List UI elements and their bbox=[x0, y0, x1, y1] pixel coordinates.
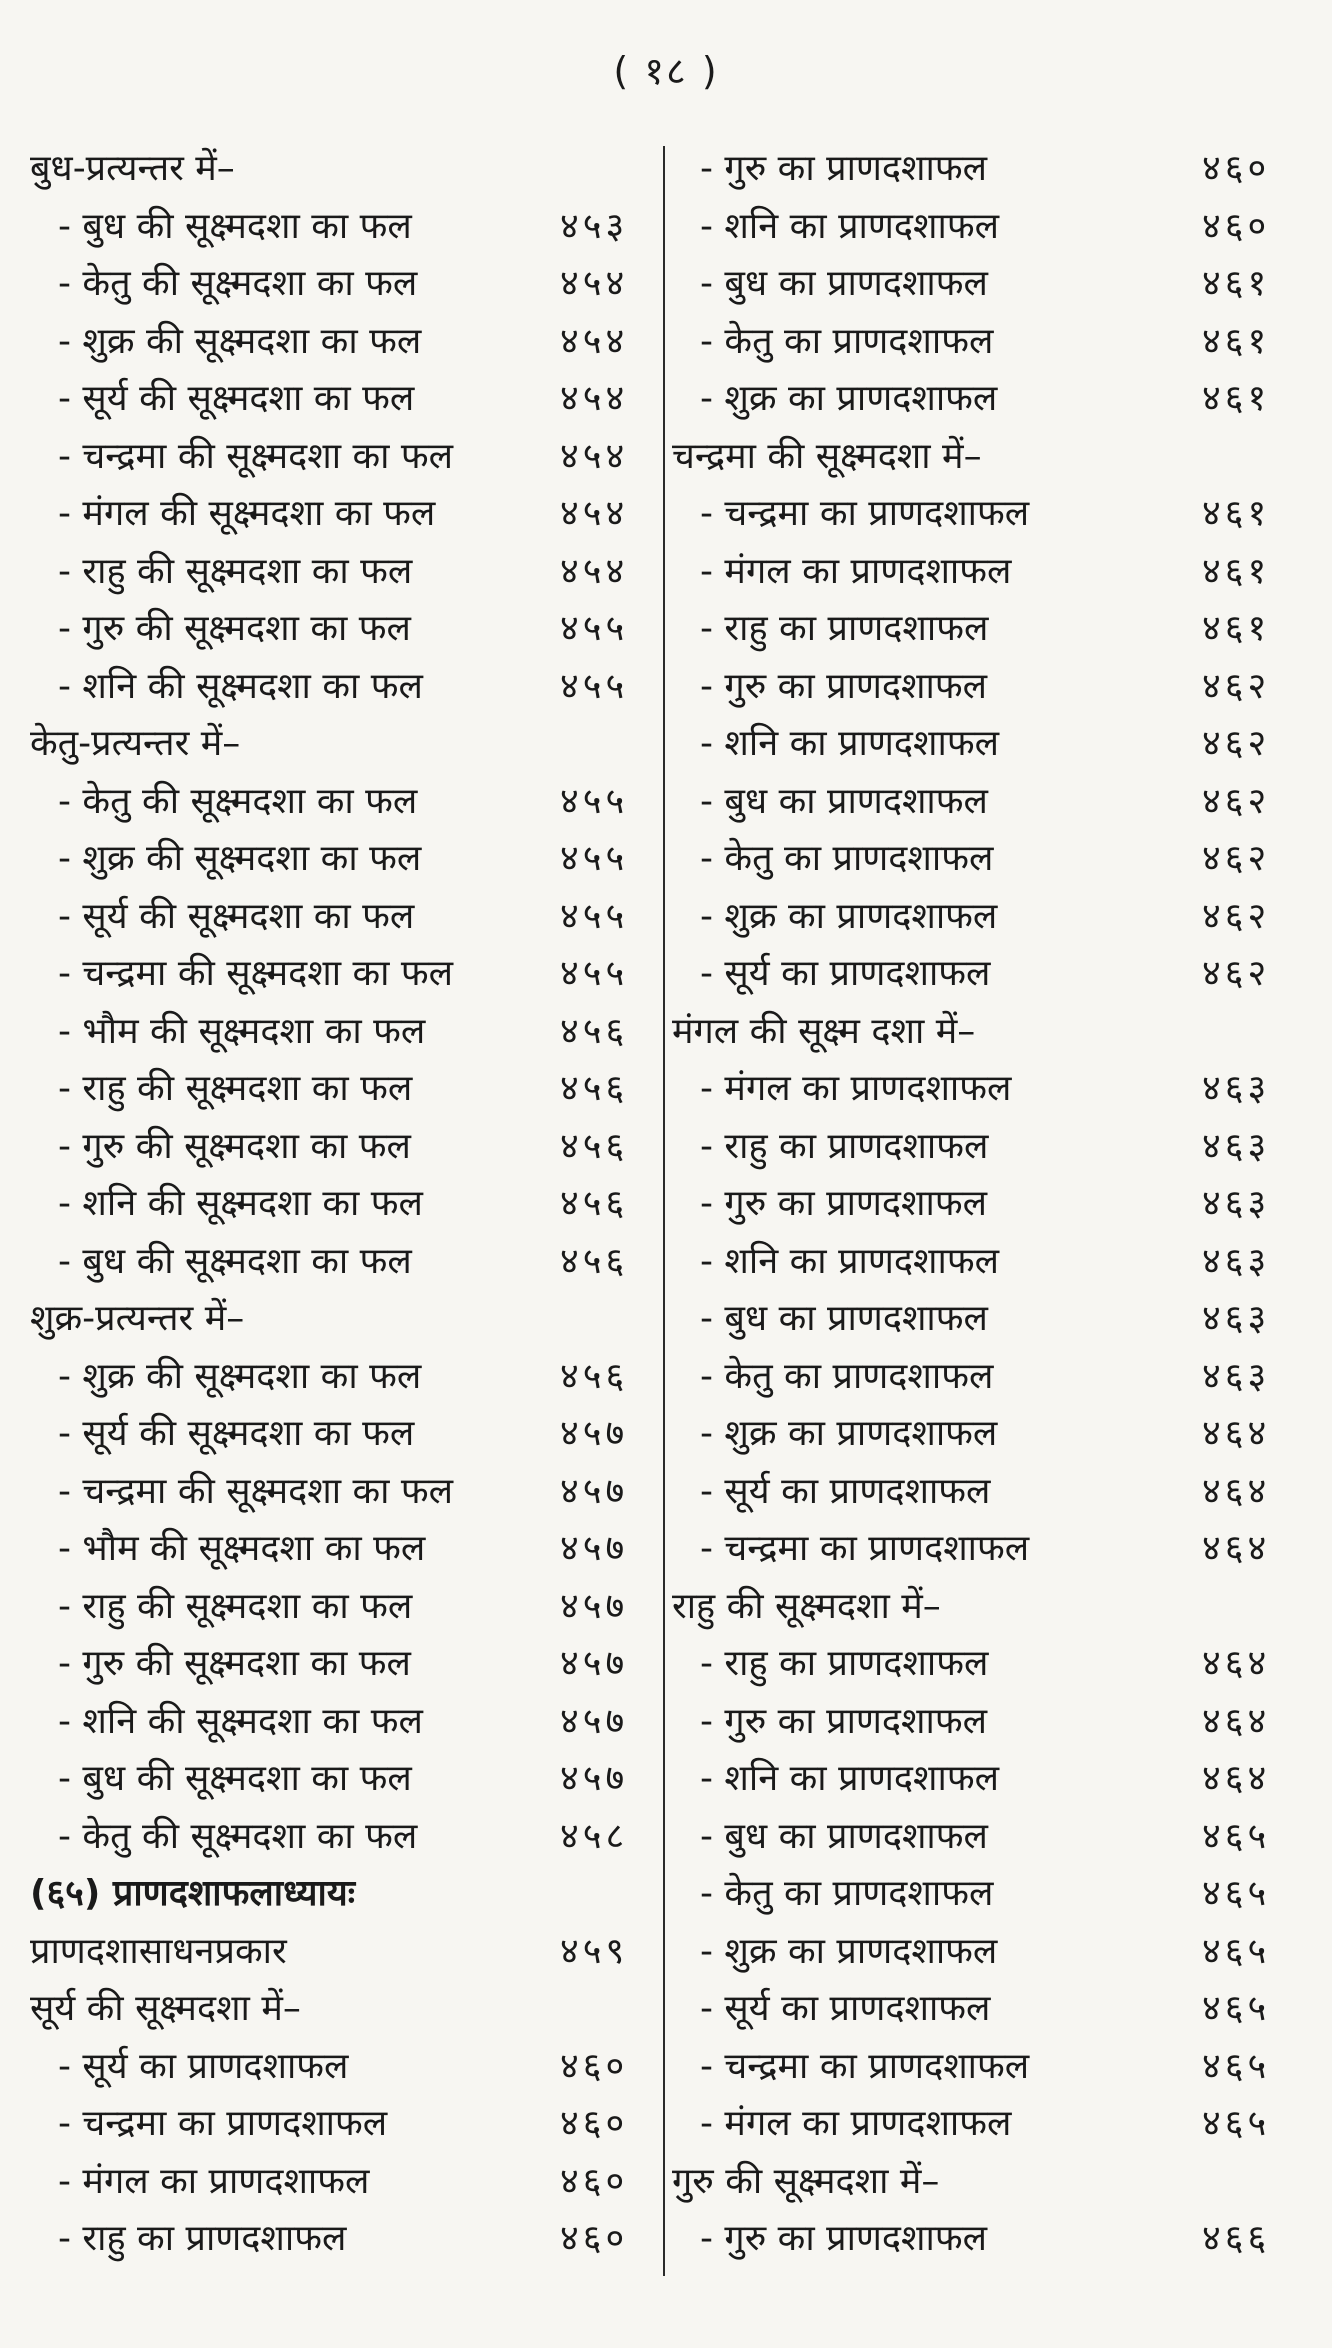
toc-entry-title: राहु की सूक्ष्मदशा में– bbox=[672, 1585, 941, 1627]
toc-entry-page-number: ४६४ bbox=[1202, 1470, 1271, 1512]
toc-entry-title: - मंगल का प्राणदशाफल bbox=[58, 2160, 370, 2202]
toc-entry bbox=[672, 1520, 1292, 1578]
toc-entry-title: - शुक्र की सूक्ष्मदशा का फल bbox=[58, 320, 422, 362]
toc-entry bbox=[672, 1463, 1292, 1521]
toc-entry bbox=[30, 600, 650, 658]
toc-entry-title: - बुध का प्राणदशाफल bbox=[700, 263, 988, 304]
toc-entry-page-number: ४५८ bbox=[560, 1815, 629, 1857]
toc-entry-title: - राहु की सूक्ष्मदशा का फल bbox=[58, 1585, 413, 1627]
toc-entry-title: - चन्द्रमा का प्राणदशाफल bbox=[700, 1528, 1030, 1569]
toc-entry bbox=[30, 1693, 650, 1751]
toc-left-column bbox=[30, 140, 650, 2268]
toc-entry-page-number: ४६३ bbox=[1202, 1355, 1271, 1397]
toc-entry-page-number: ४५३ bbox=[560, 205, 629, 247]
toc-entry-page-number: ४६३ bbox=[1202, 1183, 1271, 1224]
toc-entry-title: - मंगल का प्राणदशाफल bbox=[700, 550, 1012, 592]
toc-entry bbox=[672, 2210, 1292, 2268]
toc-entry-title: - भौम की सूक्ष्मदशा का फल bbox=[58, 1528, 426, 1569]
toc-entry-page-number: ४५६ bbox=[560, 1068, 629, 1109]
toc-entry-page-number: ४६२ bbox=[1202, 780, 1271, 822]
toc-entry bbox=[672, 313, 1292, 371]
toc-entry bbox=[30, 1808, 650, 1866]
toc-entry-title: - केतु का प्राणदशाफल bbox=[700, 320, 994, 362]
toc-entry-title: - गुरु का प्राणदशाफल bbox=[700, 665, 988, 707]
toc-entry bbox=[30, 255, 650, 313]
toc-entry-title: - चन्द्रमा की सूक्ष्मदशा का फल bbox=[58, 953, 454, 994]
toc-entry bbox=[672, 2038, 1292, 2096]
toc-entry-title: - राहु का प्राणदशाफल bbox=[700, 1643, 989, 1684]
toc-entry-page-number: ४६५ bbox=[1202, 1930, 1271, 1972]
toc-entry-page-number: ४६४ bbox=[1202, 1758, 1271, 1799]
toc-entry bbox=[30, 485, 650, 543]
toc-entry-title: - सूर्य की सूक्ष्मदशा का फल bbox=[58, 378, 415, 419]
toc-entry-page-number: ४६३ bbox=[1202, 1125, 1271, 1167]
toc-entry-page-number bbox=[1202, 428, 1292, 486]
toc-entry bbox=[672, 1923, 1292, 1981]
toc-section-heading bbox=[30, 715, 650, 773]
toc-entry-title: - मंगल की सूक्ष्मदशा का फल bbox=[58, 493, 436, 534]
toc-entry bbox=[672, 1348, 1292, 1406]
toc-entry-title: - बुध की सूक्ष्मदशा का फल bbox=[58, 1758, 412, 1799]
toc-entry-page-number: ४६२ bbox=[1202, 953, 1271, 994]
toc-entry-title: - शुक्र का प्राणदशाफल bbox=[700, 895, 998, 937]
toc-entry-page-number: ४५४ bbox=[560, 263, 629, 304]
toc-entry bbox=[30, 888, 650, 946]
toc-entry-title: - बुध का प्राणदशाफल bbox=[700, 1298, 988, 1339]
toc-entry bbox=[672, 658, 1292, 716]
toc-entry-page-number bbox=[560, 1290, 650, 1348]
toc-entry bbox=[30, 773, 650, 831]
toc-entry-page-number: ४५६ bbox=[560, 1125, 629, 1167]
toc-section-heading bbox=[30, 1923, 650, 1981]
toc-section-heading bbox=[672, 1003, 1292, 1061]
toc-entry bbox=[30, 2038, 650, 2096]
toc-section-heading bbox=[672, 1578, 1292, 1636]
toc-entry-page-number: ४६० bbox=[560, 2045, 629, 2087]
toc-entry-title: - शनि का प्राणदशाफल bbox=[700, 205, 999, 247]
toc-entry-title: - केतु की सूक्ष्मदशा का फल bbox=[58, 263, 418, 304]
toc-entry bbox=[30, 543, 650, 601]
toc-entry bbox=[30, 2153, 650, 2211]
toc-entry bbox=[672, 1175, 1292, 1233]
toc-entry-page-number bbox=[1202, 1578, 1292, 1636]
toc-entry-title: - बुध की सूक्ष्मदशा का फल bbox=[58, 1240, 412, 1282]
toc-entry-page-number: ४६६ bbox=[1202, 2218, 1271, 2259]
toc-entry-page-number: ४६० bbox=[560, 2218, 629, 2259]
toc-entry-title: - शुक्र की सूक्ष्मदशा का फल bbox=[58, 1355, 422, 1397]
toc-entry-page-number: ४६५ bbox=[1202, 2103, 1271, 2144]
toc-entry bbox=[672, 543, 1292, 601]
toc-section-heading bbox=[30, 140, 650, 198]
toc-entry bbox=[672, 1233, 1292, 1291]
toc-entry-page-number: ४५७ bbox=[560, 1758, 629, 1799]
toc-entry bbox=[30, 1175, 650, 1233]
toc-entry-title: - मंगल का प्राणदशाफल bbox=[700, 2103, 1012, 2144]
toc-entry-page-number: ४६३ bbox=[1202, 1068, 1271, 1109]
toc-entry bbox=[30, 313, 650, 371]
toc-entry-title: - सूर्य का प्राणदशाफल bbox=[700, 1988, 991, 2029]
toc-entry-page-number bbox=[560, 1865, 650, 1923]
toc-entry-page-number: ४६४ bbox=[1202, 1643, 1271, 1684]
toc-entry-page-number bbox=[560, 715, 650, 773]
toc-entry-title: - सूर्य की सूक्ष्मदशा का फल bbox=[58, 1413, 415, 1454]
toc-entry-title: केतु-प्रत्यन्तर में– bbox=[30, 723, 241, 764]
toc-entry-page-number: ४५४ bbox=[560, 378, 629, 419]
toc-entry-page-number: ४६० bbox=[560, 2160, 629, 2202]
toc-section-heading bbox=[30, 1980, 650, 2038]
toc-entry-title: - गुरु का प्राणदशाफल bbox=[700, 2218, 988, 2259]
toc-entry bbox=[30, 1118, 650, 1176]
toc-entry-title: - गुरु का प्राणदशाफल bbox=[700, 148, 988, 189]
toc-entry bbox=[672, 140, 1292, 198]
toc-entry-page-number: ४६२ bbox=[1202, 665, 1271, 707]
toc-entry bbox=[30, 945, 650, 1003]
toc-entry-title: - चन्द्रमा का प्राणदशाफल bbox=[700, 2045, 1030, 2087]
toc-entry-title: - सूर्य का प्राणदशाफल bbox=[700, 953, 991, 994]
toc-entry-title: - राहु की सूक्ष्मदशा का फल bbox=[58, 1068, 413, 1109]
toc-entry-page-number: ४५६ bbox=[560, 1010, 629, 1052]
toc-entry-title: मंगल की सूक्ष्म दशा में– bbox=[672, 1010, 976, 1052]
toc-entry-page-number: ४६२ bbox=[1202, 838, 1271, 879]
toc-entry-title: - भौम की सूक्ष्मदशा का फल bbox=[58, 1010, 426, 1052]
toc-entry bbox=[30, 1003, 650, 1061]
toc-entry bbox=[30, 2210, 650, 2268]
toc-entry-page-number: ४६२ bbox=[1202, 723, 1271, 764]
toc-entry-title: - चन्द्रमा का प्राणदशाफल bbox=[700, 493, 1030, 534]
toc-entry-title: - केतु की सूक्ष्मदशा का फल bbox=[58, 1815, 418, 1857]
toc-entry bbox=[30, 658, 650, 716]
column-divider bbox=[663, 146, 665, 2276]
toc-entry bbox=[30, 370, 650, 428]
toc-entry-title: - गुरु का प्राणदशाफल bbox=[700, 1183, 988, 1224]
toc-section-heading bbox=[30, 1290, 650, 1348]
toc-entry-title: चन्द्रमा की सूक्ष्मदशा में– bbox=[672, 435, 982, 477]
toc-entry-title: शुक्र-प्रत्यन्तर में– bbox=[30, 1298, 245, 1339]
toc-entry-page-number: ४५५ bbox=[560, 780, 629, 822]
toc-entry-page-number: ४५७ bbox=[560, 1643, 629, 1684]
toc-entry-title: - केतु का प्राणदशाफल bbox=[700, 1355, 994, 1397]
toc-entry-title: सूर्य की सूक्ष्मदशा में– bbox=[30, 1988, 301, 2029]
toc-entry-title: - गुरु की सूक्ष्मदशा का फल bbox=[58, 1643, 411, 1684]
toc-entry-page-number: ४५५ bbox=[560, 953, 629, 994]
toc-entry-title: - राहु की सूक्ष्मदशा का फल bbox=[58, 550, 413, 592]
toc-entry-title: प्राणदशासाधनप्रकार bbox=[30, 1930, 287, 1972]
toc-section-heading bbox=[30, 1865, 650, 1923]
toc-entry bbox=[30, 2095, 650, 2153]
toc-entry-page-number: ४५४ bbox=[560, 435, 629, 477]
toc-entry-title: - गुरु का प्राणदशाफल bbox=[700, 1700, 988, 1742]
toc-entry-title: - मंगल का प्राणदशाफल bbox=[700, 1068, 1012, 1109]
toc-entry-page-number: ४६३ bbox=[1202, 1240, 1271, 1282]
toc-entry-page-number: ४६४ bbox=[1202, 1528, 1271, 1569]
toc-entry-page-number: ४५६ bbox=[560, 1240, 629, 1282]
toc-entry bbox=[30, 1520, 650, 1578]
toc-entry bbox=[30, 1750, 650, 1808]
toc-entry-page-number bbox=[1202, 1003, 1292, 1061]
toc-entry-page-number: ४६४ bbox=[1202, 1700, 1271, 1742]
toc-entry-title: बुध-प्रत्यन्तर में– bbox=[30, 148, 235, 189]
toc-entry-title: - राहु का प्राणदशाफल bbox=[700, 1125, 989, 1167]
toc-entry-page-number: ४६५ bbox=[1202, 1815, 1271, 1857]
toc-entry bbox=[672, 773, 1292, 831]
toc-entry-title: (६५) प्राणदशाफलाध्यायः bbox=[30, 1873, 356, 1914]
toc-entry bbox=[672, 1118, 1292, 1176]
toc-entry-title: - शनि की सूक्ष्मदशा का फल bbox=[58, 665, 423, 707]
toc-entry-page-number: ४५९ bbox=[560, 1930, 629, 1972]
toc-entry-title: - चन्द्रमा का प्राणदशाफल bbox=[58, 2103, 388, 2144]
toc-entry-title: - चन्द्रमा की सूक्ष्मदशा का फल bbox=[58, 1470, 454, 1512]
toc-entry bbox=[30, 1060, 650, 1118]
toc-entry-page-number: ४६१ bbox=[1202, 550, 1271, 592]
toc-entry bbox=[672, 1635, 1292, 1693]
toc-entry-page-number: ४६३ bbox=[1202, 1298, 1271, 1339]
toc-entry-title: - शुक्र का प्राणदशाफल bbox=[700, 378, 998, 419]
toc-entry bbox=[672, 2095, 1292, 2153]
toc-entry-title: - चन्द्रमा की सूक्ष्मदशा का फल bbox=[58, 435, 454, 477]
toc-entry bbox=[672, 715, 1292, 773]
toc-entry-title: - शुक्र का प्राणदशाफल bbox=[700, 1413, 998, 1454]
toc-right-column bbox=[672, 140, 1292, 2268]
toc-entry-page-number: ४५५ bbox=[560, 665, 629, 707]
toc-entry-page-number: ४६५ bbox=[1202, 2045, 1271, 2087]
toc-entry-title: - शुक्र का प्राणदशाफल bbox=[700, 1930, 998, 1972]
toc-entry-title: - गुरु की सूक्ष्मदशा का फल bbox=[58, 608, 411, 649]
toc-entry-title: - सूर्य का प्राणदशाफल bbox=[700, 1470, 991, 1512]
toc-entry bbox=[30, 1635, 650, 1693]
toc-entry bbox=[672, 600, 1292, 658]
toc-entry-page-number: ४५७ bbox=[560, 1413, 629, 1454]
toc-section-heading bbox=[672, 2153, 1292, 2211]
toc-entry-title: - बुध का प्राणदशाफल bbox=[700, 780, 988, 822]
toc-entry-page-number: ४५६ bbox=[560, 1183, 629, 1224]
toc-entry bbox=[30, 428, 650, 486]
toc-entry-page-number: ४६१ bbox=[1202, 320, 1271, 362]
toc-entry bbox=[672, 888, 1292, 946]
toc-entry bbox=[30, 830, 650, 888]
toc-entry-page-number: ४५४ bbox=[560, 320, 629, 362]
toc-entry-page-number: ४६० bbox=[560, 2103, 629, 2144]
toc-entry-page-number: ४६० bbox=[1202, 148, 1271, 189]
toc-entry-page-number: ४५६ bbox=[560, 1355, 629, 1397]
toc-entry bbox=[672, 1808, 1292, 1866]
toc-entry-title: - राहु का प्राणदशाफल bbox=[700, 608, 989, 649]
toc-entry bbox=[672, 1405, 1292, 1463]
toc-entry-page-number: ४५४ bbox=[560, 493, 629, 534]
toc-entry-title: - शनि का प्राणदशाफल bbox=[700, 1758, 999, 1799]
toc-entry bbox=[672, 1290, 1292, 1348]
toc-entry bbox=[672, 1060, 1292, 1118]
toc-entry-title: - केतु का प्राणदशाफल bbox=[700, 1873, 994, 1914]
toc-entry-page-number: ४६१ bbox=[1202, 608, 1271, 649]
toc-entry bbox=[30, 1578, 650, 1636]
toc-entry-title: - शनि की सूक्ष्मदशा का फल bbox=[58, 1700, 423, 1742]
toc-entry bbox=[672, 830, 1292, 888]
toc-entry-page-number: ४५५ bbox=[560, 608, 629, 649]
toc-entry bbox=[672, 1865, 1292, 1923]
toc-entry-page-number: ४५७ bbox=[560, 1585, 629, 1627]
toc-entry bbox=[30, 1405, 650, 1463]
toc-entry-page-number: ४६१ bbox=[1202, 378, 1271, 419]
toc-entry-page-number: ४६१ bbox=[1202, 263, 1271, 304]
toc-entry bbox=[672, 1693, 1292, 1751]
toc-section-heading bbox=[672, 428, 1292, 486]
toc-entry-page-number: ४६५ bbox=[1202, 1988, 1271, 2029]
toc-entry-title: - बुध की सूक्ष्मदशा का फल bbox=[58, 205, 412, 247]
toc-entry-page-number: ४५५ bbox=[560, 838, 629, 879]
toc-entry-page-number: ४५७ bbox=[560, 1470, 629, 1512]
toc-entry bbox=[30, 1233, 650, 1291]
toc-entry-title: - शनि का प्राणदशाफल bbox=[700, 723, 999, 764]
toc-entry-title: - शनि की सूक्ष्मदशा का फल bbox=[58, 1183, 423, 1224]
toc-entry bbox=[672, 198, 1292, 256]
toc-entry-page-number: ४६१ bbox=[1202, 493, 1271, 534]
toc-entry-page-number: ४५४ bbox=[560, 550, 629, 592]
toc-entry-page-number: ४५७ bbox=[560, 1700, 629, 1742]
toc-entry-page-number bbox=[560, 1980, 650, 2038]
toc-entry-page-number bbox=[1202, 2153, 1292, 2211]
toc-entry-title: - सूर्य का प्राणदशाफल bbox=[58, 2045, 349, 2087]
toc-entry-title: - शुक्र की सूक्ष्मदशा का फल bbox=[58, 838, 422, 879]
toc-entry-title: - गुरु की सूक्ष्मदशा का फल bbox=[58, 1125, 411, 1167]
toc-entry-page-number: ४६० bbox=[1202, 205, 1271, 247]
toc-entry-title: - केतु की सूक्ष्मदशा का फल bbox=[58, 780, 418, 822]
toc-entry bbox=[30, 1463, 650, 1521]
toc-entry bbox=[672, 945, 1292, 1003]
toc-entry-page-number: ४५७ bbox=[560, 1528, 629, 1569]
toc-entry bbox=[30, 198, 650, 256]
toc-entry bbox=[672, 370, 1292, 428]
toc-entry-page-number: ४६४ bbox=[1202, 1413, 1271, 1454]
toc-entry-title: - शनि का प्राणदशाफल bbox=[700, 1240, 999, 1282]
toc-entry-title: - बुध का प्राणदशाफल bbox=[700, 1815, 988, 1857]
toc-entry-title: - राहु का प्राणदशाफल bbox=[58, 2218, 347, 2259]
toc-entry-title: - सूर्य की सूक्ष्मदशा का फल bbox=[58, 895, 415, 937]
toc-entry bbox=[672, 485, 1292, 543]
toc-entry-title: गुरु की सूक्ष्मदशा में– bbox=[672, 2160, 940, 2202]
toc-entry bbox=[672, 1980, 1292, 2038]
toc-entry bbox=[30, 1348, 650, 1406]
toc-entry-page-number: ४६२ bbox=[1202, 895, 1271, 937]
toc-entry-page-number bbox=[560, 140, 650, 198]
toc-entry-title: - केतु का प्राणदशाफल bbox=[700, 838, 994, 879]
toc-entry bbox=[672, 255, 1292, 313]
toc-entry-page-number: ४५५ bbox=[560, 895, 629, 937]
toc-entry-page-number: ४६५ bbox=[1202, 1873, 1271, 1914]
page-number: ( १८ ) bbox=[613, 49, 719, 93]
toc-entry bbox=[672, 1750, 1292, 1808]
